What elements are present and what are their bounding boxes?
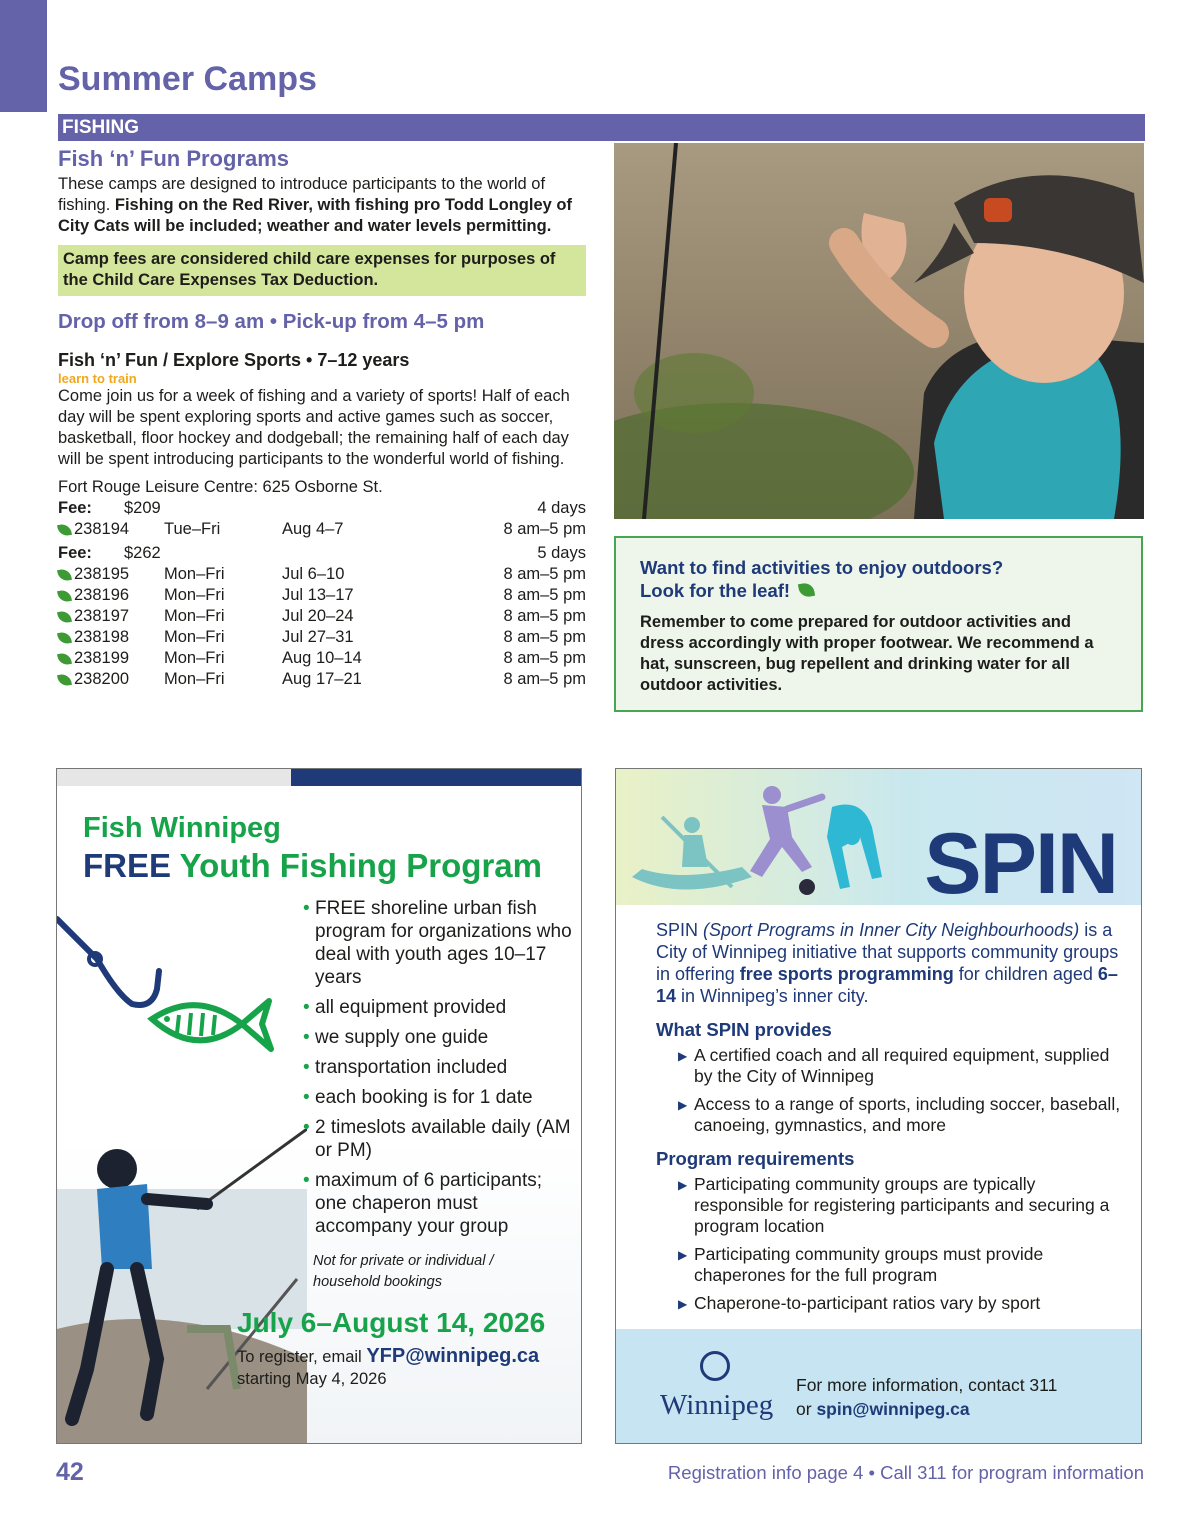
hook-and-fish-icon xyxy=(57,909,297,1079)
session-days: Mon–Fri xyxy=(164,649,225,667)
fish-winnipeg-title: Fish Winnipeg xyxy=(83,812,281,844)
outdoor-leaf-box xyxy=(614,536,1143,712)
session-dates: Jul 13–17 xyxy=(282,586,354,604)
spin-provides-item: ▶ A certified coach and all required equipment, supplied by the City of Winnipeg xyxy=(678,1045,1126,1087)
session-dates: Aug 4–7 xyxy=(282,520,344,538)
spin-intro xyxy=(656,919,1126,1007)
spin-ad xyxy=(615,768,1142,1444)
spin-provides-heading: What SPIN provides xyxy=(656,1019,832,1040)
session-dates: Aug 10–14 xyxy=(282,649,362,667)
intro-plain: These camps are designed to introduce participants to the world of fishing. xyxy=(58,175,546,214)
fishing-photo xyxy=(614,143,1144,519)
dropoff-times: Drop off from 8–9 am • Pick-up from 4–5 pm xyxy=(58,310,485,333)
spin-intro-bold2: 6–14 xyxy=(656,964,1118,1006)
fee-days: 5 days xyxy=(537,544,586,562)
footer-text: Registration info page 4 • Call 311 for program information xyxy=(667,1462,1144,1483)
spin-intro-italic: (Sport Programs in Inner City Neighbourhoods) xyxy=(698,920,1080,940)
leaf-icon xyxy=(57,567,72,581)
session-days: Mon–Fri xyxy=(164,607,225,625)
spin-contact-or: or xyxy=(796,1399,817,1419)
benefit-item: • all equipment provided xyxy=(303,996,573,1019)
spin-intro-2: is a City of Winnipeg initiative that supports community groups in offering xyxy=(656,920,1119,984)
session-row[interactable] xyxy=(58,519,586,540)
spin-contact-line: For more information, contact 311 xyxy=(796,1375,1058,1395)
spin-provides-item: ▶ Access to a range of sports, including soccer, baseball, canoeing, gymnastics, and more xyxy=(678,1094,1126,1136)
session-time: 8 am–5 pm xyxy=(503,565,586,583)
session-time: 8 am–5 pm xyxy=(503,520,586,538)
session-code: 238197 xyxy=(74,607,130,625)
benefit-item: • each booking is for 1 date xyxy=(303,1086,573,1109)
session-days: Mon–Fri xyxy=(164,586,225,604)
fee-label: Fee: xyxy=(58,499,92,517)
section-bar: FISHING xyxy=(58,114,1145,141)
session-dates: Aug 17–21 xyxy=(282,670,362,688)
child-fishing-photo xyxy=(57,1129,307,1444)
register-prefix: To register, email xyxy=(237,1348,362,1366)
winnipeg-logo-text: Winnipeg xyxy=(660,1389,774,1421)
fee-amount: $209 xyxy=(124,499,161,517)
fee-row xyxy=(58,543,586,564)
session-row[interactable] xyxy=(58,585,586,606)
spin-intro-1: SPIN xyxy=(656,920,699,940)
sports-silhouettes-icon xyxy=(622,777,902,903)
session-time: 8 am–5 pm xyxy=(503,586,586,604)
session-row[interactable] xyxy=(58,606,586,627)
program-location: Fort Rouge Leisure Centre: 625 Osborne St. xyxy=(58,478,383,496)
program-column xyxy=(58,146,586,690)
winnipeg-logo-mark-icon xyxy=(700,1351,730,1381)
spin-logo: SPIN xyxy=(924,816,1117,912)
leaf-icon xyxy=(57,630,72,644)
register-info xyxy=(237,1345,539,1390)
spin-intro-3: for children aged xyxy=(953,964,1098,984)
leaf-icon xyxy=(57,672,72,686)
program-dates: July 6–August 14, 2026 xyxy=(237,1307,546,1338)
ad-top-bar-light xyxy=(57,769,291,786)
spin-requirements-heading: Program requirements xyxy=(656,1148,855,1169)
session-time: 8 am–5 pm xyxy=(503,628,586,646)
spin-requirement-item: ▶ Chaperone-to-participant ratios vary by sport xyxy=(678,1293,1126,1314)
spin-intro-4: in Winnipeg’s inner city. xyxy=(676,986,869,1006)
session-time: 8 am–5 pm xyxy=(503,670,586,688)
fee-amount: $262 xyxy=(124,544,161,562)
leaf-icon xyxy=(57,588,72,602)
leaf-box-heading xyxy=(640,556,1117,602)
leaf-box-heading-line2: Look for the leaf! xyxy=(640,580,791,601)
spin-email-link[interactable]: spin@winnipeg.ca xyxy=(816,1399,970,1419)
page-number: 42 xyxy=(56,1458,84,1486)
youth-fishing-title xyxy=(83,847,542,885)
benefit-item: • we supply one guide xyxy=(303,1026,573,1049)
session-row[interactable] xyxy=(58,648,586,669)
spin-requirements-list xyxy=(656,1174,1126,1314)
register-email-link[interactable]: YFP@winnipeg.ca xyxy=(366,1345,540,1367)
benefit-item: • FREE shoreline urban fish program for organizations who deal with youth ages 10–17 years xyxy=(303,897,573,989)
page-title: Summer Camps xyxy=(58,60,317,98)
spin-requirement-item: ▶ Participating community groups must provide chaperones for the full program xyxy=(678,1244,1126,1286)
fee-days: 4 days xyxy=(537,499,586,517)
program-level: learn to train xyxy=(58,371,137,386)
session-code: 238196 xyxy=(74,586,130,604)
session-row[interactable] xyxy=(58,669,586,690)
leaf-icon xyxy=(798,582,815,598)
session-row[interactable] xyxy=(58,627,586,648)
booking-note: Not for private or individual / household bookings xyxy=(313,1253,494,1290)
spin-provides-list xyxy=(656,1045,1126,1136)
fee-label: Fee: xyxy=(58,544,92,562)
session-dates: Jul 27–31 xyxy=(282,628,354,646)
ad-top-bar-dark xyxy=(291,769,582,786)
leaf-box-heading-line1: Want to find activities to enjoy outdoors? xyxy=(640,557,1004,578)
fishing-photo-image xyxy=(614,143,1144,519)
spin-contact xyxy=(796,1373,1057,1421)
program-title: Fish ‘n’ Fun / Explore Sports • 7–12 years xyxy=(58,350,410,370)
session-row[interactable] xyxy=(58,564,586,585)
benefit-item: • 2 timeslots available daily (AM or PM) xyxy=(303,1116,573,1162)
session-code: 238198 xyxy=(74,628,130,646)
session-days: Mon–Fri xyxy=(164,565,225,583)
fee-row xyxy=(58,498,586,519)
session-days: Mon–Fri xyxy=(164,670,225,688)
intro-heading: Fish ‘n’ Fun Programs xyxy=(58,146,290,171)
session-days: Mon–Fri xyxy=(164,628,225,646)
session-code: 238199 xyxy=(74,649,130,667)
leaf-icon xyxy=(57,609,72,623)
session-time: 8 am–5 pm xyxy=(503,649,586,667)
intro-text xyxy=(58,174,586,237)
fee-table xyxy=(58,498,586,690)
register-start: starting May 4, 2026 xyxy=(237,1370,387,1388)
spin-banner xyxy=(616,769,1141,912)
benefit-item: • maximum of 6 participants; one chaperon must accompany your group xyxy=(303,1169,573,1238)
leaf-icon xyxy=(57,651,72,665)
benefit-item: • transportation included xyxy=(303,1056,573,1079)
fish-winnipeg-benefits xyxy=(303,897,573,1245)
fish-winnipeg-ad xyxy=(56,768,582,1444)
free-word: FREE xyxy=(83,847,172,884)
leaf-box-text: Remember to come prepared for outdoor activities and dress accordingly with proper footwear. We recommend a hat, sunscreen, bug repellent and drinking water for all outdoor activities. xyxy=(640,613,1094,694)
leaf-icon xyxy=(57,522,72,536)
session-code: 238195 xyxy=(74,565,130,583)
session-time: 8 am–5 pm xyxy=(503,607,586,625)
winnipeg-logo xyxy=(660,1351,774,1422)
spin-footer xyxy=(616,1329,1141,1443)
session-dates: Jul 6–10 xyxy=(282,565,345,583)
session-code: 238200 xyxy=(74,670,130,688)
spin-intro-bold1: free sports programming xyxy=(739,964,954,984)
youth-fishing-rest: Youth Fishing Program xyxy=(171,847,542,884)
program-description: Come join us for a week of fishing and a variety of sports! Half of each day will be spent exploring sports and active games such as soccer, basketball, floor hockey and dodgeball; the remaining half of each day will be spent introducing participants to the wonderful world of fishing. xyxy=(58,387,570,468)
color-tab xyxy=(0,0,47,112)
intro-bold: Fishing on the Red River, with fishing pro Todd Longley of City Cats will be included; weather and water levels permitting. xyxy=(58,196,572,235)
session-days: Tue–Fri xyxy=(164,520,221,538)
spin-body xyxy=(656,919,1126,1321)
tax-note: Camp fees are considered child care expenses for purposes of the Child Care Expenses Tax Deduction. xyxy=(58,245,586,296)
session-code: 238194 xyxy=(74,520,130,538)
spin-requirement-item: ▶ Participating community groups are typically responsible for registering participants and securing a program location xyxy=(678,1174,1126,1237)
session-dates: Jul 20–24 xyxy=(282,607,354,625)
